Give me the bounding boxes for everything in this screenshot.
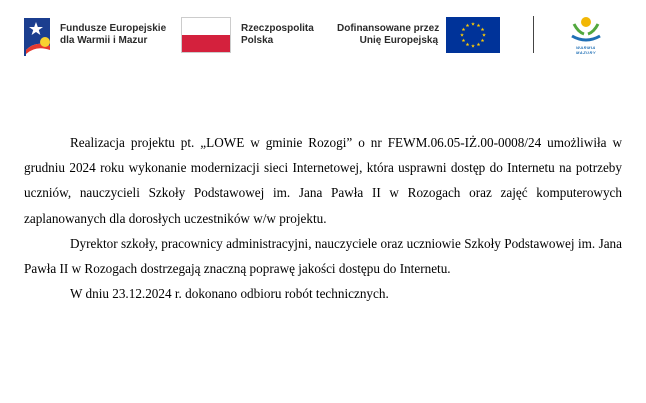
logo-divider bbox=[533, 16, 534, 53]
republic-line1: Rzeczpospolita bbox=[241, 23, 314, 34]
funds-text bbox=[60, 23, 166, 47]
document-body bbox=[24, 130, 622, 306]
paragraph-project: Realizacja projektu pt. „LOWE w gminie Rozogi” o nr FEWM.06.05-IŻ.00-0008/24 umożliwiła w grudniu 2024 roku wykonanie modernizacji sieci Internetowej, która usprawni dostęp do Internetu na potrzeby uczniów, nauczycieli Szkoły Podstawowej im. Jana Pawła II w Rozogach oraz zajęć komputerowych zaplanowanych dla dorosłych uczestników w/w projektu. bbox=[24, 135, 622, 226]
republic-line2: Polska bbox=[241, 35, 274, 46]
fundusze-europejskie-icon bbox=[24, 16, 54, 56]
paragraph-staff: Dyrektor szkoły, pracownicy administracyjni, nauczyciele oraz uczniowie Szkoły Podstawowej im. Jana Pawła II w Rozogach dostrzegają znaczną poprawę jakości dostępu do Internetu. bbox=[24, 235, 622, 277]
warmia-mazury-icon bbox=[560, 14, 612, 46]
funds-line2: dla Warmii i Mazur bbox=[60, 35, 148, 46]
cofinanced-line2: Unię Europejską bbox=[359, 35, 438, 46]
republic-text bbox=[241, 23, 314, 47]
paragraph-acceptance: W dniu 23.12.2024 r. dokonano odbioru robót technicznych. bbox=[70, 286, 389, 302]
logo-bar bbox=[0, 0, 646, 70]
funds-line1: Fundusze Europejskie bbox=[60, 23, 167, 34]
cofinanced-text bbox=[337, 23, 438, 47]
region-line2: MAZURY bbox=[575, 50, 597, 55]
region-text bbox=[568, 45, 604, 55]
region-line1: WARMIA bbox=[576, 45, 596, 50]
eu-flag-icon bbox=[446, 17, 500, 53]
cofinanced-line1: Dofinansowane przez bbox=[337, 23, 440, 34]
polish-flag-icon bbox=[181, 17, 231, 53]
